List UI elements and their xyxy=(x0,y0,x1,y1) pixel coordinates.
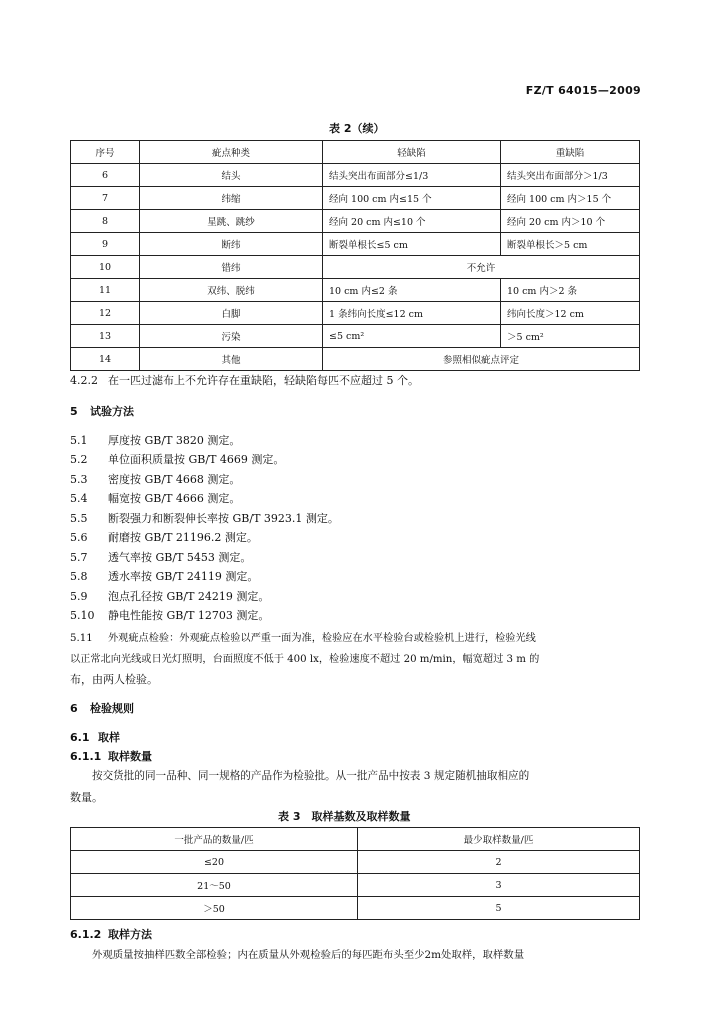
table-row xyxy=(71,187,640,210)
clause-text: 外观疵点检验：外观疵点检验以严重一面为准，检验应在水平检验台或检验机上进行，检验光线 xyxy=(108,633,536,644)
table-cell: 11 xyxy=(71,279,140,302)
table-row xyxy=(71,851,640,874)
paragraph-line xyxy=(70,529,258,545)
table-row xyxy=(71,302,640,325)
clause-number: 5.11 xyxy=(70,633,93,644)
clause-text: 透水率按 GB/T 24119 测定。 xyxy=(108,570,259,583)
table-cell: 污染 xyxy=(140,325,323,348)
col-header: 重缺陷 xyxy=(501,141,640,164)
clause-text: 单位面积质量按 GB/T 4669 测定。 xyxy=(108,453,285,466)
clause-text: 幅宽按 GB/T 4666 测定。 xyxy=(108,492,241,505)
table-row xyxy=(71,233,640,256)
table3-caption: 表 3 取样基数及取样数量 xyxy=(278,810,411,823)
table-row xyxy=(71,279,640,302)
paragraph-line xyxy=(70,432,240,448)
table-row xyxy=(71,897,640,920)
clause-number: 5.7 xyxy=(70,551,88,564)
table-cell: ≤5 cm² xyxy=(323,325,501,348)
table-cell: 经向 100 cm 内＞15 个 xyxy=(501,187,640,210)
table-cell: 经向 20 cm 内≤10 个 xyxy=(323,210,501,233)
paragraph-line xyxy=(70,549,251,565)
table-cell: 经向 20 cm 内＞10 个 xyxy=(501,210,640,233)
table-cell: 10 xyxy=(71,256,140,279)
col-header: 一批产品的数量/匹 xyxy=(71,828,358,851)
table-cell: 断裂单根长＞5 cm xyxy=(501,233,640,256)
table-cell: 其他 xyxy=(140,348,323,371)
table2 xyxy=(70,140,640,371)
clause-text: 断裂强力和断裂伸长率按 GB/T 3923.1 测定。 xyxy=(108,512,339,525)
col-header: 轻缺陷 xyxy=(323,141,501,164)
table-cell: 纬缩 xyxy=(140,187,323,210)
paragraph-line xyxy=(70,568,258,584)
paragraph-line xyxy=(70,671,158,687)
table-cell: 不允许 xyxy=(323,256,640,279)
section-heading xyxy=(70,403,134,419)
col-header: 序号 xyxy=(71,141,140,164)
table-cell: 断纬 xyxy=(140,233,323,256)
table-cell: 10 cm 内＞2 条 xyxy=(501,279,640,302)
paragraph-line xyxy=(70,650,539,665)
section-heading xyxy=(70,729,120,745)
table-cell: 8 xyxy=(71,210,140,233)
table-row xyxy=(71,325,640,348)
clause-number: 6 xyxy=(70,702,78,715)
table-cell: 断裂单根长≤5 cm xyxy=(323,233,501,256)
clause-text: 透气率按 GB/T 5453 测定。 xyxy=(108,551,252,564)
table-cell: 2 xyxy=(358,851,640,874)
clause-number: 5.9 xyxy=(70,590,88,603)
clause-number: 5.10 xyxy=(70,609,95,622)
clause-text: 密度按 GB/T 4668 测定。 xyxy=(108,473,241,486)
table-cell: 纬向长度＞12 cm xyxy=(501,302,640,325)
table-row xyxy=(71,348,640,371)
clause-number: 6.1.1 xyxy=(70,750,102,763)
table-cell: ＞50 xyxy=(71,897,358,920)
table-row xyxy=(71,256,640,279)
table-cell: 5 xyxy=(358,897,640,920)
table-cell: 错纬 xyxy=(140,256,323,279)
paragraph-line xyxy=(70,372,419,388)
table3 xyxy=(70,827,640,920)
table-cell: 10 cm 内≤2 条 xyxy=(323,279,501,302)
paragraph-line xyxy=(92,946,524,961)
table-cell: 白脚 xyxy=(140,302,323,325)
table-header-row xyxy=(71,141,640,164)
paragraph-line xyxy=(70,588,269,604)
clause-number: 6.1 xyxy=(70,731,90,744)
section-heading xyxy=(70,926,152,942)
table-cell: ≤20 xyxy=(71,851,358,874)
paragraph-line xyxy=(70,490,240,506)
table-cell: 9 xyxy=(71,233,140,256)
clause-text: 取样 xyxy=(98,731,120,744)
table-cell: ＞5 cm² xyxy=(501,325,640,348)
table-cell: 7 xyxy=(71,187,140,210)
clause-number: 5.8 xyxy=(70,570,88,583)
table2-caption: 表 2（续） xyxy=(329,122,385,135)
clause-text: 检验规则 xyxy=(90,702,134,715)
clause-number: 5.3 xyxy=(70,473,88,486)
clause-number: 5 xyxy=(70,405,78,418)
clause-text: 厚度按 GB/T 3820 测定。 xyxy=(108,434,241,447)
clause-text: 数量。 xyxy=(70,791,103,804)
clause-text: 取样数量 xyxy=(108,750,152,763)
standard-number: FZ/T 64015—2009 xyxy=(525,84,641,97)
clause-text: 耐磨按 GB/T 21196.2 测定。 xyxy=(108,531,258,544)
paragraph-line xyxy=(92,768,529,783)
section-heading xyxy=(70,748,152,764)
clause-number: 5.4 xyxy=(70,492,88,505)
col-header: 最少取样数量/匹 xyxy=(358,828,640,851)
clause-number: 5.6 xyxy=(70,531,88,544)
table-cell: 星跳、跳纱 xyxy=(140,210,323,233)
paragraph-line xyxy=(70,629,536,644)
table-cell: 12 xyxy=(71,302,140,325)
table-row xyxy=(71,210,640,233)
clause-number: 5.5 xyxy=(70,512,88,525)
paragraph-line xyxy=(70,607,269,623)
clause-text: 在一匹过滤布上不允许存在重缺陷，轻缺陷每匹不应超过 5 个。 xyxy=(108,374,419,387)
table-row xyxy=(71,164,640,187)
table-cell: 参照相似疵点评定 xyxy=(323,348,640,371)
table-cell: 双纬、脱纬 xyxy=(140,279,323,302)
table-cell: 结头 xyxy=(140,164,323,187)
table-cell: 结头突出布面部分≤1/3 xyxy=(323,164,501,187)
paragraph-line xyxy=(70,471,240,487)
table-cell: 14 xyxy=(71,348,140,371)
table-cell: 21～50 xyxy=(71,874,358,897)
section-heading xyxy=(70,700,134,716)
clause-number: 6.1.2 xyxy=(70,928,102,941)
table-cell: 3 xyxy=(358,874,640,897)
clause-number: 5.2 xyxy=(70,453,88,466)
table-cell: 1 条纬向长度≤12 cm xyxy=(323,302,501,325)
clause-text: 试验方法 xyxy=(90,405,134,418)
col-header: 疵点种类 xyxy=(140,141,323,164)
table-cell: 经向 100 cm 内≤15 个 xyxy=(323,187,501,210)
clause-text: 外观质量按抽样匹数全部检验；内在质量从外观检验后的每匹距布头至少2m处取样，取样数量 xyxy=(92,949,525,961)
table-header-row xyxy=(71,828,640,851)
clause-text: 布，由两人检验。 xyxy=(70,673,158,686)
table-row xyxy=(71,874,640,897)
clause-text: 以正常北向光线或日光灯照明，台面照度不低于 400 lx，检验速度不超过 20 m/min，幅宽超过 3 m 的 xyxy=(70,654,540,665)
clause-number: 4.2.2 xyxy=(70,374,98,387)
table-cell: 13 xyxy=(71,325,140,348)
paragraph-line xyxy=(70,510,339,526)
table-cell: 6 xyxy=(71,164,140,187)
clause-number: 5.1 xyxy=(70,434,88,447)
table-cell: 结头突出布面部分＞1/3 xyxy=(501,164,640,187)
paragraph-line xyxy=(70,451,284,467)
clause-text: 静电性能按 GB/T 12703 测定。 xyxy=(108,609,270,622)
clause-text: 泡点孔径按 GB/T 24219 测定。 xyxy=(108,590,270,603)
clause-text: 取样方法 xyxy=(108,928,152,941)
clause-text: 按交货批的同一品种、同一规格的产品作为检验批。从一批产品中按表 3 规定随机抽取相应的 xyxy=(92,770,530,782)
paragraph-line xyxy=(70,789,103,805)
